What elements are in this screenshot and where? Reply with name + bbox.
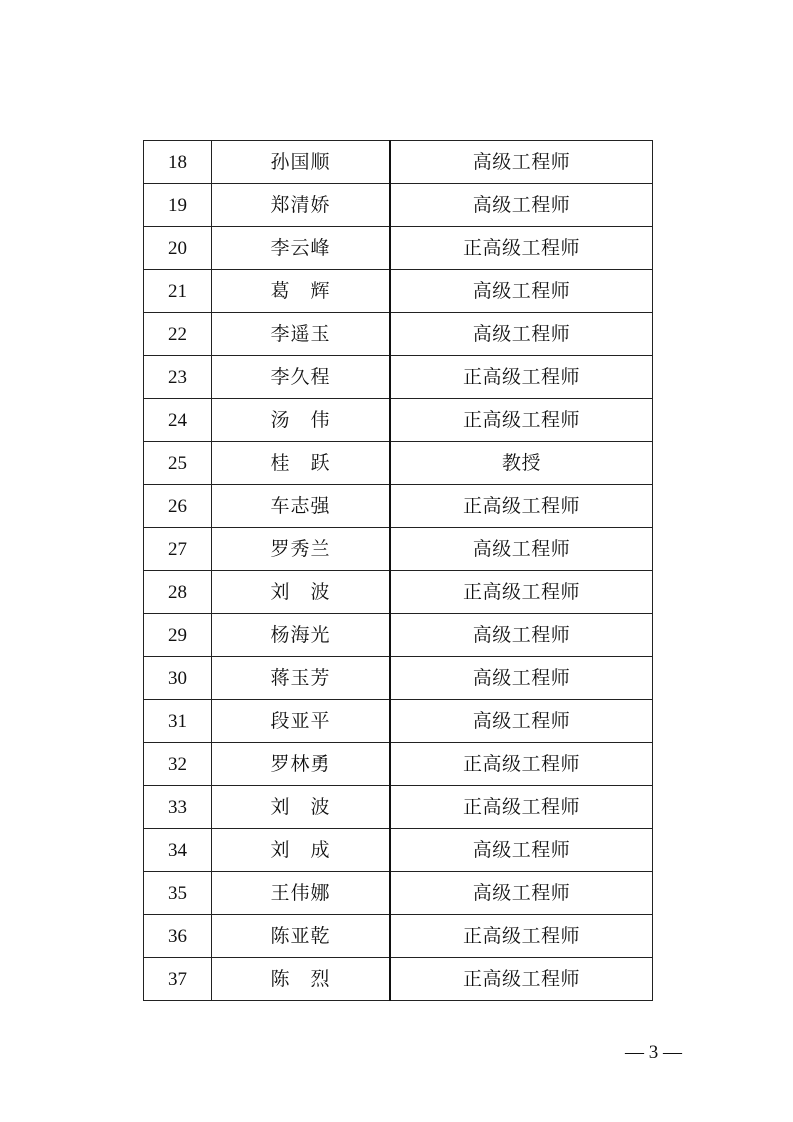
title-cell: 正高级工程师: [390, 356, 653, 399]
name-cell: 刘 波: [212, 786, 391, 829]
table-row: [144, 657, 653, 700]
table-row: [144, 958, 653, 1001]
row-number-cell: 21: [144, 270, 212, 313]
row-number-cell: 35: [144, 872, 212, 915]
row-number-cell: 24: [144, 399, 212, 442]
title-cell: 高级工程师: [390, 614, 653, 657]
title-cell: 高级工程师: [390, 141, 653, 184]
name-cell: 李久程: [212, 356, 391, 399]
name-cell: 葛 辉: [212, 270, 391, 313]
roster-table-container: [143, 140, 650, 1001]
name-cell: 孙国顺: [212, 141, 391, 184]
table-row: [144, 442, 653, 485]
name-cell: 陈亚乾: [212, 915, 391, 958]
title-cell: 高级工程师: [390, 700, 653, 743]
row-number-cell: 18: [144, 141, 212, 184]
name-cell: 汤 伟: [212, 399, 391, 442]
table-row: [144, 227, 653, 270]
title-cell: 正高级工程师: [390, 399, 653, 442]
title-cell: 高级工程师: [390, 313, 653, 356]
row-number-cell: 25: [144, 442, 212, 485]
roster-table: [143, 140, 653, 1001]
title-cell: 高级工程师: [390, 872, 653, 915]
row-number-cell: 26: [144, 485, 212, 528]
row-number-cell: 28: [144, 571, 212, 614]
title-cell: 高级工程师: [390, 657, 653, 700]
table-row: [144, 356, 653, 399]
title-cell: 高级工程师: [390, 829, 653, 872]
row-number-cell: 32: [144, 743, 212, 786]
title-cell: 正高级工程师: [390, 571, 653, 614]
table-row: [144, 528, 653, 571]
name-cell: 李云峰: [212, 227, 391, 270]
title-cell: 正高级工程师: [390, 227, 653, 270]
table-row: [144, 786, 653, 829]
name-cell: 郑清娇: [212, 184, 391, 227]
name-cell: 段亚平: [212, 700, 391, 743]
table-row: [144, 829, 653, 872]
title-cell: 正高级工程师: [390, 485, 653, 528]
roster-table-body: [144, 141, 653, 1001]
row-number-cell: 22: [144, 313, 212, 356]
name-cell: 王伟娜: [212, 872, 391, 915]
name-cell: 杨海光: [212, 614, 391, 657]
title-cell: 正高级工程师: [390, 743, 653, 786]
table-row: [144, 313, 653, 356]
title-cell: 高级工程师: [390, 270, 653, 313]
title-cell: 高级工程师: [390, 184, 653, 227]
table-row: [144, 485, 653, 528]
row-number-cell: 19: [144, 184, 212, 227]
row-number-cell: 34: [144, 829, 212, 872]
table-row: [144, 700, 653, 743]
table-row: [144, 614, 653, 657]
row-number-cell: 36: [144, 915, 212, 958]
row-number-cell: 33: [144, 786, 212, 829]
table-row: [144, 915, 653, 958]
page-number: — 3 —: [625, 1042, 682, 1063]
row-number-cell: 30: [144, 657, 212, 700]
name-cell: 陈 烈: [212, 958, 391, 1001]
table-row: [144, 184, 653, 227]
row-number-cell: 23: [144, 356, 212, 399]
table-row: [144, 141, 653, 184]
title-cell: 正高级工程师: [390, 786, 653, 829]
table-row: [144, 872, 653, 915]
name-cell: 罗秀兰: [212, 528, 391, 571]
title-cell: 正高级工程师: [390, 958, 653, 1001]
name-cell: 罗林勇: [212, 743, 391, 786]
row-number-cell: 20: [144, 227, 212, 270]
table-row: [144, 270, 653, 313]
row-number-cell: 31: [144, 700, 212, 743]
title-cell: 教授: [390, 442, 653, 485]
title-cell: 高级工程师: [390, 528, 653, 571]
name-cell: 蒋玉芳: [212, 657, 391, 700]
row-number-cell: 37: [144, 958, 212, 1001]
name-cell: 桂 跃: [212, 442, 391, 485]
title-cell: 正高级工程师: [390, 915, 653, 958]
table-row: [144, 399, 653, 442]
name-cell: 刘 波: [212, 571, 391, 614]
row-number-cell: 29: [144, 614, 212, 657]
name-cell: 刘 成: [212, 829, 391, 872]
name-cell: 车志强: [212, 485, 391, 528]
row-number-cell: 27: [144, 528, 212, 571]
table-row: [144, 743, 653, 786]
name-cell: 李遥玉: [212, 313, 391, 356]
table-row: [144, 571, 653, 614]
